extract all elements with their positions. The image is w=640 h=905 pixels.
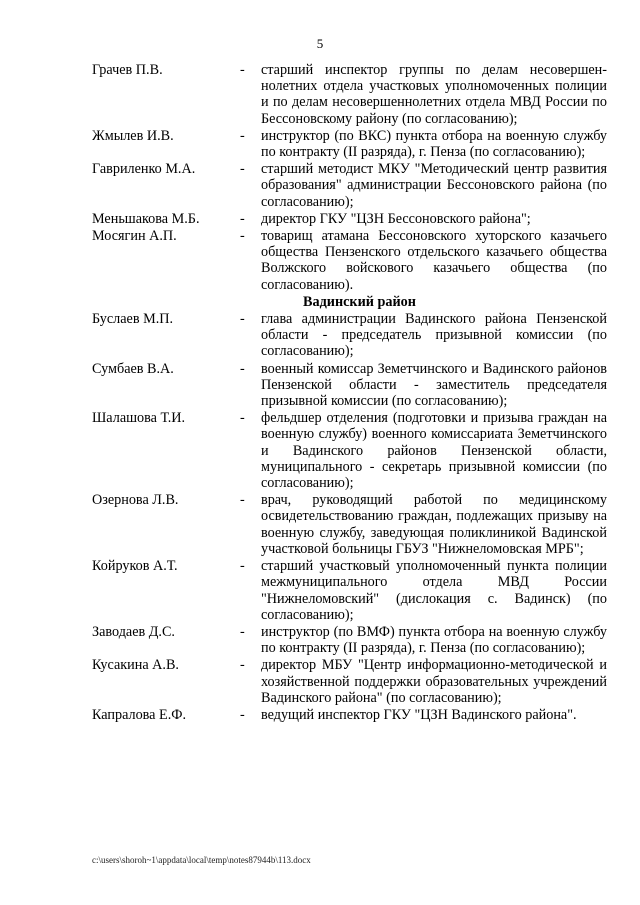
- member-name: Грачев П.В.: [92, 62, 163, 78]
- member-position: врач, руководящий работой по медицинскому освидетельствованию граждан, подлежащих призыву на военную службу, заведующая поликлиникой Вадинской участковой больницы ГБУЗ "Нижнеломовская МРБ";: [261, 492, 607, 557]
- dash: -: [240, 360, 245, 377]
- member-position: старший методист МКУ "Методический центр развития образования" администрации Бессоновского района (по согласованию);: [261, 161, 607, 210]
- dash: -: [240, 657, 245, 674]
- dash: -: [240, 558, 245, 575]
- list-item: [92, 228, 607, 293]
- dash: -: [240, 706, 245, 723]
- list-item: [92, 211, 607, 227]
- section-title: Вадинский район: [303, 293, 416, 310]
- member-position: ведущий инспектор ГКУ "ЦЗН Вадинского района".: [261, 706, 577, 723]
- list-item: [92, 558, 607, 623]
- dash: -: [240, 161, 245, 178]
- list-item: [92, 311, 607, 360]
- dash: -: [240, 127, 245, 144]
- member-position: старший участковый уполномоченный пункта полиции межмуниципального отдела МВД России "Нижнеломовский" (дислокация с. Вадинск) (по согласованию);: [261, 558, 607, 623]
- dash: -: [240, 62, 245, 78]
- member-name: Меньшакова М.Б.: [92, 210, 200, 227]
- dash: -: [240, 210, 245, 227]
- member-name: Шалашова Т.И.: [92, 410, 186, 427]
- member-name: Койруков А.Т.: [92, 558, 178, 575]
- list-item: [92, 410, 607, 491]
- member-name: Сумбаев В.А.: [92, 360, 174, 377]
- member-position: директор ГКУ "ЦЗН Бессоновского района";: [261, 210, 531, 227]
- list-item: [92, 492, 607, 557]
- list-item: [92, 161, 607, 210]
- dash: -: [240, 410, 245, 427]
- member-name: Заводаев Д.С.: [92, 623, 175, 640]
- list-item: [92, 128, 607, 160]
- member-position: военный комиссар Земетчинского и Вадинского районов Пензенской области - заместитель председателя призывной комиссии (по согласованию);: [261, 360, 607, 410]
- member-position: инструктор (по ВКС) пункта отбора на военную службу по контракту (II разряда), г. Пенза (по согласованию);: [261, 127, 607, 161]
- member-name: Капралова Е.Ф.: [92, 706, 186, 723]
- member-position: глава администрации Вадинского района Пензенской области - председатель призывной комиссии (по согласованию);: [261, 311, 607, 360]
- list-item: [92, 62, 607, 127]
- dash: -: [240, 623, 245, 640]
- dash: -: [240, 492, 245, 509]
- list-item: [92, 707, 607, 723]
- member-name: Кусакина А.В.: [92, 657, 179, 674]
- member-name: Жмылев И.В.: [92, 127, 174, 144]
- member-name: Гавриленко М.А.: [92, 161, 196, 178]
- page-number: 5: [316, 36, 324, 51]
- member-position: фельдшер отделения (подготовки и призыва граждан на военную службу) военного комиссариата Земетчинского и Вадинского районов Пензенской области, муниципального - секретарь призывной комиссии (по согласованию);: [261, 410, 607, 492]
- list-item: [92, 657, 607, 706]
- member-name: Буслаев М.П.: [92, 311, 174, 328]
- list-item: [92, 624, 607, 656]
- commission-member-list: [92, 62, 607, 724]
- member-position: старший инспектор группы по делам несовершеннолетних отдела участковых уполномоченных полиции и по делам несовершеннолетних отдела МВД России по Бессоновскому району (по согласованию);: [261, 62, 607, 127]
- dash: -: [240, 311, 245, 328]
- member-position: инструктор (по ВМФ) пункта отбора на военную службу по контракту (II разряда), г. Пенза (по согласованию);: [261, 623, 607, 657]
- member-position: товарищ атамана Бессоновского хуторского казачьего общества Пензенского отдельского казачьего общества Волжского войскового казачьего общества (по согласованию).: [261, 228, 607, 293]
- list-item: [92, 361, 607, 410]
- dash: -: [240, 228, 245, 245]
- member-position: директор МБУ "Центр информационно-методической и хозяйственной поддержки образовательных учреждений Вадинского района" (по согласованию);: [261, 657, 607, 706]
- member-name: Озернова Л.В.: [92, 492, 179, 509]
- member-name: Мосягин А.П.: [92, 228, 177, 245]
- footer-file-path: c:\users\shoroh~1\appdata\local\temp\notes87944b\113.docx: [92, 855, 311, 865]
